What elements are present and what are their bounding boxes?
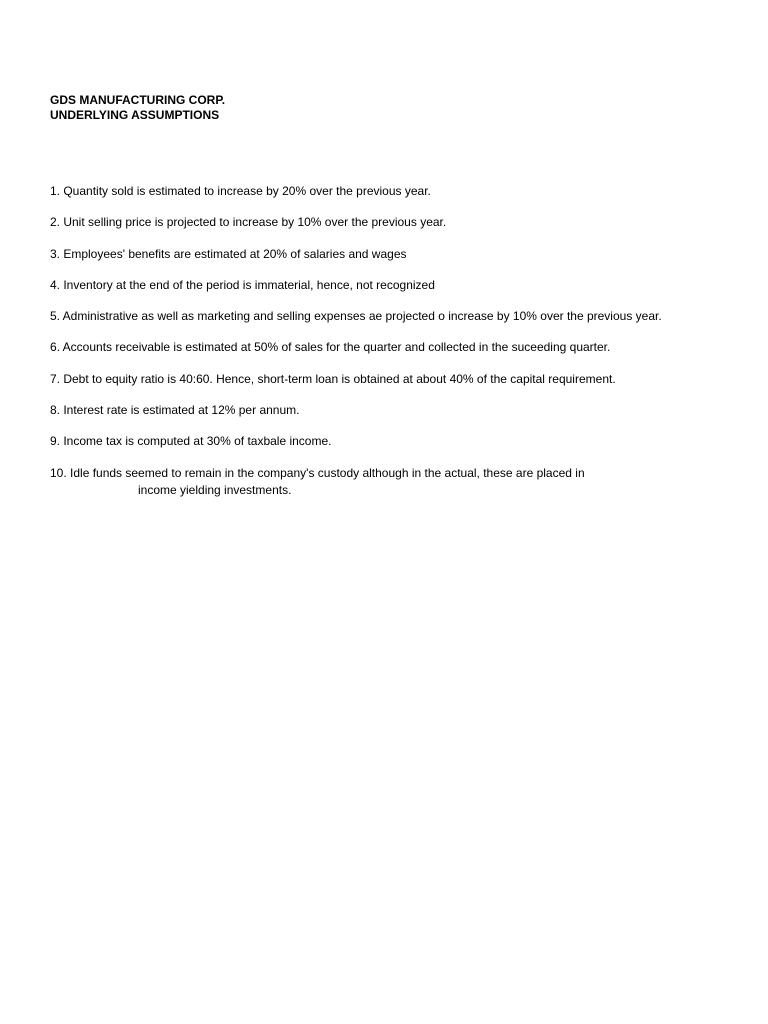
document-header xyxy=(50,93,225,123)
assumption-item-1: 1. Quantity sold is estimated to increase by 20% over the previous year. xyxy=(50,184,431,198)
assumption-item-6: 6. Accounts receivable is estimated at 50% of sales for the quarter and collected in the suceeding quarter. xyxy=(50,340,611,355)
assumption-item-8: 8. Interest rate is estimated at 12% per annum. xyxy=(50,403,300,418)
assumption-item-10-continuation: income yielding investments. xyxy=(138,482,292,497)
assumption-item-4: 4. Inventory at the end of the period is immaterial, hence, not recognized xyxy=(50,277,435,292)
assumptions-list xyxy=(50,184,760,514)
assumption-item-10 xyxy=(50,466,760,498)
document-title: UNDERLYING ASSUMPTIONS xyxy=(50,108,220,122)
company-name: GDS MANUFACTURING CORP. xyxy=(50,93,226,107)
assumption-item-5: 5. Administrative as well as marketing and selling expenses ae projected o increase by 10% over the previous year. xyxy=(50,309,662,324)
assumption-item-10-text: 10. Idle funds seemed to remain in the company's custody although in the actual, these are placed in xyxy=(50,465,585,480)
assumption-item-7: 7. Debt to equity ratio is 40:60. Hence, short-term loan is obtained at about 40% of the capital requirement. xyxy=(50,371,616,386)
assumption-item-2: 2. Unit selling price is projected to increase by 10% over the previous year. xyxy=(50,215,447,230)
assumption-item-3: 3. Employees' benefits are estimated at 20% of salaries and wages xyxy=(50,246,407,261)
assumption-item-9: 9. Income tax is computed at 30% of taxbale income. xyxy=(50,434,332,449)
